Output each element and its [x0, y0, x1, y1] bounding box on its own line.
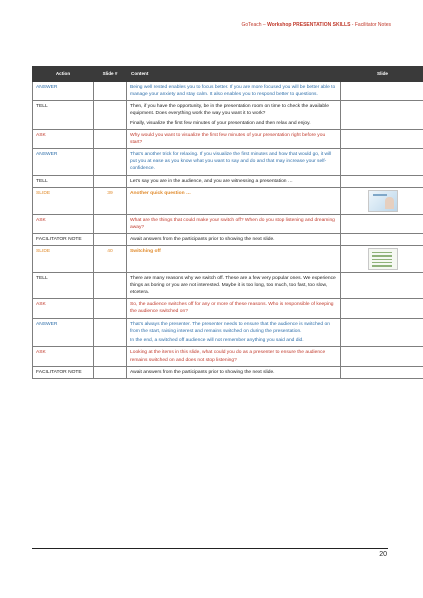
content-cell: [127, 187, 341, 214]
column-header-content: Content: [127, 67, 341, 82]
content-cell: [127, 347, 341, 366]
content-paragraph: That’s another trick for relaxing. If you visualize the first minutes and how that would go, it will put you at ease as you know what you want to say and do and that may increase your self-confidence.: [130, 152, 332, 172]
table-row: [33, 175, 423, 187]
table-body: [33, 82, 423, 379]
table-row: [33, 347, 423, 366]
content-paragraph: Finally, visualize the first few minutes of your presentation and then relax and enjoy.: [130, 120, 311, 126]
content-paragraph: Await answers from the participants prior to showing the next slide.: [130, 236, 275, 242]
table-row: [33, 246, 423, 273]
action-cell: FACILITATOR NOTE: [33, 366, 94, 378]
slide-thumbnail-cell: [341, 175, 423, 187]
table-row: [33, 299, 423, 318]
slide-number-cell: [94, 299, 127, 318]
action-cell: FACILITATOR NOTE: [33, 233, 94, 245]
content-cell: [127, 299, 341, 318]
thumbnail-text-line: [372, 255, 392, 256]
content-cell: [127, 246, 341, 273]
slide-number-cell: [94, 318, 127, 347]
slide-number-cell: [94, 130, 127, 149]
slide-thumbnail-cell: [341, 318, 423, 347]
content-cell: [127, 130, 341, 149]
action-cell: ASK: [33, 214, 94, 233]
thumbnail-text-line: [372, 252, 392, 253]
slide-number-cell: [94, 214, 127, 233]
table-row: [33, 273, 423, 299]
action-cell: ANSWER: [33, 318, 94, 347]
content-cell: [127, 214, 341, 233]
slide-thumbnail-cell: [341, 214, 423, 233]
header-brand: GoTeach: [241, 22, 262, 28]
header-workshop-title: Workshop PRESENTATION SKILLS: [267, 22, 351, 28]
table-row: [33, 101, 423, 130]
action-cell: TELL: [33, 175, 94, 187]
content-paragraph: Switching off: [130, 249, 161, 255]
table-row: [33, 233, 423, 245]
footer-divider: [32, 548, 388, 549]
action-cell: ANSWER: [33, 149, 94, 175]
header-separator: –: [261, 22, 268, 28]
content-paragraph: In the end, a switched off audience will not remember anything you said and did.: [130, 338, 304, 344]
content-paragraph: Looking at the items in this slide, what could you do as a presenter to ensure the audience remains switched on and does not stop listening?: [130, 350, 326, 363]
content-cell: [127, 366, 341, 378]
list-slide-thumbnail: [368, 248, 398, 270]
action-cell: SLIDE: [33, 187, 94, 214]
slide-number-cell: 40: [94, 246, 127, 273]
slide-number-cell: [94, 101, 127, 130]
action-cell: ASK: [33, 347, 94, 366]
slide-thumbnail-cell: [341, 130, 423, 149]
slide-thumbnail-cell: [341, 187, 423, 214]
content-cell: [127, 82, 341, 101]
page-number: 20: [379, 551, 387, 558]
content-cell: [127, 149, 341, 175]
slide-number-cell: [94, 273, 127, 299]
slide-thumbnail-cell: [341, 299, 423, 318]
slide-number-cell: [94, 149, 127, 175]
slide-number-cell: 39: [94, 187, 127, 214]
content-cell: [127, 233, 341, 245]
content-paragraph: Being well rested enables you to focus better. If you are more focused you will be better able to manage your anxiety and stay calm. It also enables you to respond better to questions.: [130, 85, 336, 98]
action-cell: TELL: [33, 273, 94, 299]
thumbnail-text-line: [372, 262, 392, 263]
table-header-row: [33, 67, 423, 82]
table-row: [33, 187, 423, 214]
header-suffix: - Facilitator Notes: [350, 22, 391, 28]
action-cell: SLIDE: [33, 246, 94, 273]
content-paragraph: What are the things that could make your switch off? When do you stop listening and dreaming away?: [130, 217, 335, 230]
column-header-slide-number: Slide #: [94, 67, 127, 82]
action-cell: ASK: [33, 299, 94, 318]
slide-number-cell: [94, 233, 127, 245]
content-paragraph: Let’s say you are in the audience, and you are witnessing a presentation …: [130, 178, 293, 184]
slide-thumbnail-cell: [341, 82, 423, 101]
slide-number-cell: [94, 82, 127, 101]
content-cell: [127, 318, 341, 347]
table-row: [33, 149, 423, 175]
table-row: [33, 130, 423, 149]
slide-thumbnail-cell: [341, 246, 423, 273]
table-row: [33, 82, 423, 101]
content-paragraph: Why would you want to visualize the first few minutes of your presentation right before you start?: [130, 133, 326, 146]
facilitator-notes-table: [32, 66, 423, 379]
page-header: [242, 22, 392, 28]
content-cell: [127, 175, 341, 187]
content-paragraph: Await answers from the participants prior to showing the next slide.: [130, 369, 275, 375]
slide-number-cell: [94, 347, 127, 366]
column-header-action: Action: [33, 67, 94, 82]
table-row: [33, 214, 423, 233]
thumbnail-text-line: [372, 259, 392, 260]
action-cell: ANSWER: [33, 82, 94, 101]
slide-thumbnail-cell: [341, 347, 423, 366]
content-paragraph: Another quick question …: [130, 190, 191, 196]
slide-thumbnail-cell: [341, 149, 423, 175]
content-paragraph: That’s always the presenter. The presenter needs to ensure that the audience is switched on from the start, raising interest and remains switched on during the presentation.: [130, 321, 330, 334]
thumbnail-text-line: [372, 265, 392, 266]
content-paragraph: So, the audience switches off for any or more of these reasons. Who is responsible of keeping the audience switched on?: [130, 302, 334, 315]
column-header-slide: Slide: [341, 67, 423, 82]
table-row: [33, 366, 423, 378]
slide-thumbnail-cell: [341, 101, 423, 130]
action-cell: TELL: [33, 101, 94, 130]
slide-thumbnail-cell: [341, 233, 423, 245]
content-cell: [127, 101, 341, 130]
quiz-slide-thumbnail: [368, 190, 398, 212]
content-cell: [127, 273, 341, 299]
slide-thumbnail-cell: [341, 273, 423, 299]
action-cell: ASK: [33, 130, 94, 149]
slide-thumbnail-cell: [341, 366, 423, 378]
table-row: [33, 318, 423, 347]
content-paragraph: There are many reasons why we switch off. These are a few very popular ones. We experience things as boring or you are not interested. Maybe it is too long, too much, too fast, too slow, etcetera.: [130, 276, 336, 296]
slide-number-cell: [94, 175, 127, 187]
slide-number-cell: [94, 366, 127, 378]
content-paragraph: Then, if you have the opportunity, be in the presentation room on time to check the available equipment. Does everything work the way you want it to work?: [130, 104, 329, 117]
